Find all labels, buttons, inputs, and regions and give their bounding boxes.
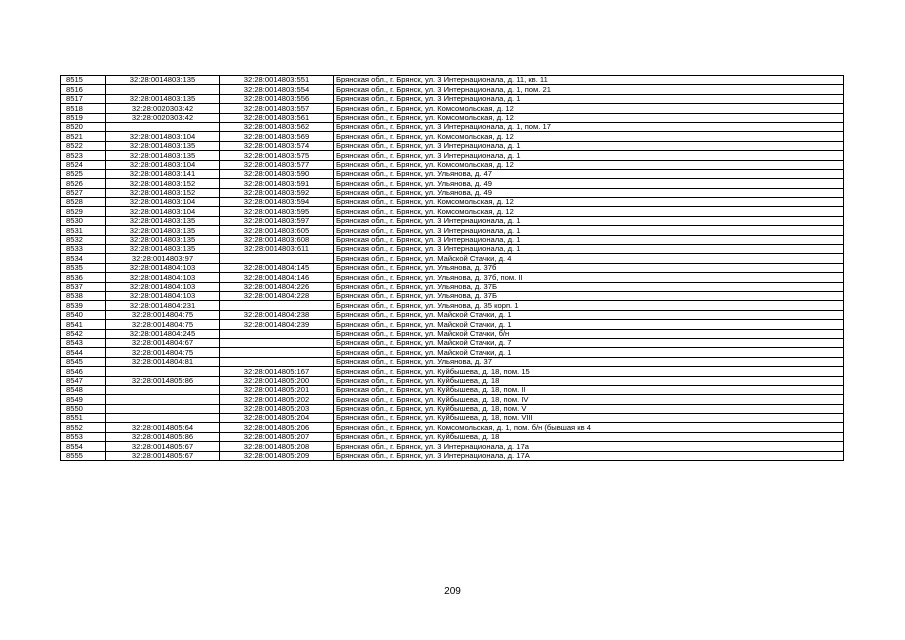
address-cell: Брянская обл., г. Брянск, ул. Куйбышева, д. 18, пом. II: [334, 385, 844, 394]
object-cadastral-cell: 32:28:0014805:200: [220, 376, 334, 385]
object-cadastral-cell: 32:28:0014805:208: [220, 442, 334, 451]
quarter-cadastral-cell: 32:28:0014803:135: [106, 235, 220, 244]
address-cell: Брянская обл., г. Брянск, ул. Комсомольская, д. 12: [334, 207, 844, 216]
table-row: [61, 348, 844, 357]
quarter-cadastral-cell: [106, 367, 220, 376]
quarter-cadastral-cell: 32:28:0014803:141: [106, 169, 220, 178]
address-cell: Брянская обл., г. Брянск, ул. 3 Интернационала, д. 17А: [334, 451, 844, 460]
address-cell: Брянская обл., г. Брянск, ул. 3 Интернационала, д. 1: [334, 245, 844, 254]
table-row: [61, 141, 844, 150]
quarter-cadastral-cell: 32:28:0014805:67: [106, 451, 220, 460]
table-row: [61, 338, 844, 347]
quarter-cadastral-cell: [106, 385, 220, 394]
table-row: [61, 385, 844, 394]
row-number-cell: 8528: [61, 198, 106, 207]
row-number-cell: 8521: [61, 132, 106, 141]
row-number-cell: 8544: [61, 348, 106, 357]
address-cell: Брянская обл., г. Брянск, ул. 3 Интернационала, д. 1, пом. 17: [334, 122, 844, 131]
address-cell: Брянская обл., г. Брянск, ул. Куйбышева, д. 18: [334, 376, 844, 385]
object-cadastral-cell: 32:28:0014804:239: [220, 320, 334, 329]
address-cell: Брянская обл., г. Брянск, ул. Ульянова, д. 37б: [334, 263, 844, 272]
quarter-cadastral-cell: [106, 122, 220, 131]
quarter-cadastral-cell: 32:28:0014803:135: [106, 76, 220, 85]
table-row: [61, 376, 844, 385]
row-number-cell: 8543: [61, 338, 106, 347]
table-row: [61, 282, 844, 291]
object-cadastral-cell: 32:28:0014804:238: [220, 310, 334, 319]
table-row: [61, 423, 844, 432]
object-cadastral-cell: 32:28:0014805:207: [220, 432, 334, 441]
table-row: [61, 179, 844, 188]
address-cell: Брянская обл., г. Брянск, ул. 3 Интернационала, д. 1: [334, 235, 844, 244]
table-row: [61, 367, 844, 376]
row-number-cell: 8549: [61, 395, 106, 404]
row-number-cell: 8527: [61, 188, 106, 197]
row-number-cell: 8539: [61, 301, 106, 310]
row-number-cell: 8531: [61, 226, 106, 235]
table-row: [61, 207, 844, 216]
object-cadastral-cell: 32:28:0014805:204: [220, 414, 334, 423]
table-row: [61, 320, 844, 329]
row-number-cell: 8542: [61, 329, 106, 338]
quarter-cadastral-cell: 32:28:0014804:75: [106, 310, 220, 319]
quarter-cadastral-cell: 32:28:0014804:103: [106, 291, 220, 300]
object-cadastral-cell: [220, 301, 334, 310]
table-row: [61, 451, 844, 460]
address-cell: Брянская обл., г. Брянск, ул. Майской Стачки, д. 1: [334, 348, 844, 357]
address-cell: Брянская обл., г. Брянск, ул. Ульянова, д. 37: [334, 357, 844, 366]
quarter-cadastral-cell: 32:28:0014803:104: [106, 132, 220, 141]
row-number-cell: 8552: [61, 423, 106, 432]
row-number-cell: 8525: [61, 169, 106, 178]
quarter-cadastral-cell: 32:28:0014805:86: [106, 432, 220, 441]
table-row: [61, 310, 844, 319]
table-row: [61, 414, 844, 423]
row-number-cell: 8530: [61, 216, 106, 225]
quarter-cadastral-cell: 32:28:0014803:152: [106, 179, 220, 188]
table-row: [61, 198, 844, 207]
table-row: [61, 113, 844, 122]
object-cadastral-cell: [220, 338, 334, 347]
address-cell: Брянская обл., г. Брянск, ул. Ульянова, д. 49: [334, 188, 844, 197]
quarter-cadastral-cell: 32:28:0014804:75: [106, 320, 220, 329]
row-number-cell: 8526: [61, 179, 106, 188]
row-number-cell: 8534: [61, 254, 106, 263]
row-number-cell: 8522: [61, 141, 106, 150]
row-number-cell: 8553: [61, 432, 106, 441]
address-cell: Брянская обл., г. Брянск, ул. Ульянова, д. 37Б: [334, 291, 844, 300]
table-row: [61, 301, 844, 310]
object-cadastral-cell: 32:28:0014805:202: [220, 395, 334, 404]
quarter-cadastral-cell: [106, 395, 220, 404]
row-number-cell: 8546: [61, 367, 106, 376]
quarter-cadastral-cell: 32:28:0014804:231: [106, 301, 220, 310]
quarter-cadastral-cell: 32:28:0014804:245: [106, 329, 220, 338]
quarter-cadastral-cell: 32:28:0014803:104: [106, 160, 220, 169]
quarter-cadastral-cell: [106, 404, 220, 413]
table-row: [61, 357, 844, 366]
address-cell: Брянская обл., г. Брянск, ул. 3 Интернационала, д. 11, кв. 11: [334, 76, 844, 85]
quarter-cadastral-cell: 32:28:0020303:42: [106, 113, 220, 122]
table-row: [61, 188, 844, 197]
object-cadastral-cell: 32:28:0014803:577: [220, 160, 334, 169]
object-cadastral-cell: 32:28:0014804:228: [220, 291, 334, 300]
row-number-cell: 8555: [61, 451, 106, 460]
registry-table: [60, 75, 844, 461]
address-cell: Брянская обл., г. Брянск, ул. Ульянова, д. 37б, пом. II: [334, 273, 844, 282]
object-cadastral-cell: 32:28:0014803:562: [220, 122, 334, 131]
quarter-cadastral-cell: 32:28:0014804:103: [106, 282, 220, 291]
quarter-cadastral-cell: 32:28:0014805:86: [106, 376, 220, 385]
object-cadastral-cell: 32:28:0014804:146: [220, 273, 334, 282]
object-cadastral-cell: [220, 357, 334, 366]
address-cell: Брянская обл., г. Брянск, ул. Майской Стачки, д. 1: [334, 320, 844, 329]
address-cell: Брянская обл., г. Брянск, ул. 3 Интернационала, д. 1: [334, 141, 844, 150]
table-row: [61, 254, 844, 263]
quarter-cadastral-cell: 32:28:0014803:152: [106, 188, 220, 197]
address-cell: Брянская обл., г. Брянск, ул. 3 Интернационала, д. 1: [334, 216, 844, 225]
table-row: [61, 104, 844, 113]
object-cadastral-cell: 32:28:0014803:561: [220, 113, 334, 122]
table-row: [61, 263, 844, 272]
row-number-cell: 8547: [61, 376, 106, 385]
row-number-cell: 8517: [61, 94, 106, 103]
address-cell: Брянская обл., г. Брянск, ул. 3 Интернационала, д. 1: [334, 94, 844, 103]
address-cell: Брянская обл., г. Брянск, ул. Комсомольская, д. 12: [334, 160, 844, 169]
quarter-cadastral-cell: 32:28:0014803:135: [106, 226, 220, 235]
object-cadastral-cell: 32:28:0014803:569: [220, 132, 334, 141]
quarter-cadastral-cell: 32:28:0014804:103: [106, 273, 220, 282]
row-number-cell: 8554: [61, 442, 106, 451]
object-cadastral-cell: [220, 254, 334, 263]
table-row: [61, 432, 844, 441]
object-cadastral-cell: 32:28:0014805:203: [220, 404, 334, 413]
address-cell: Брянская обл., г. Брянск, ул. Куйбышева, д. 18: [334, 432, 844, 441]
quarter-cadastral-cell: 32:28:0014804:75: [106, 348, 220, 357]
row-number-cell: 8518: [61, 104, 106, 113]
address-cell: Брянская обл., г. Брянск, ул. 3 Интернационала, д. 1: [334, 226, 844, 235]
address-cell: Брянская обл., г. Брянск, ул. Куйбышева, д. 18, пом. VIII: [334, 414, 844, 423]
row-number-cell: 8540: [61, 310, 106, 319]
row-number-cell: 8523: [61, 151, 106, 160]
object-cadastral-cell: 32:28:0014803:605: [220, 226, 334, 235]
row-number-cell: 8535: [61, 263, 106, 272]
quarter-cadastral-cell: 32:28:0014803:135: [106, 151, 220, 160]
table-row: [61, 291, 844, 300]
object-cadastral-cell: 32:28:0014803:592: [220, 188, 334, 197]
row-number-cell: 8520: [61, 122, 106, 131]
table-row: [61, 226, 844, 235]
row-number-cell: 8516: [61, 85, 106, 94]
table-row: [61, 94, 844, 103]
table-row: [61, 132, 844, 141]
object-cadastral-cell: 32:28:0014804:226: [220, 282, 334, 291]
quarter-cadastral-cell: 32:28:0014803:135: [106, 141, 220, 150]
object-cadastral-cell: 32:28:0014803:551: [220, 76, 334, 85]
address-cell: Брянская обл., г. Брянск, ул. Ульянова, д. 37Б: [334, 282, 844, 291]
quarter-cadastral-cell: 32:28:0014803:135: [106, 94, 220, 103]
object-cadastral-cell: 32:28:0014803:595: [220, 207, 334, 216]
object-cadastral-cell: 32:28:0014803:557: [220, 104, 334, 113]
table-row: [61, 160, 844, 169]
table-row: [61, 395, 844, 404]
row-number-cell: 8541: [61, 320, 106, 329]
row-number-cell: 8533: [61, 245, 106, 254]
quarter-cadastral-cell: 32:28:0014805:64: [106, 423, 220, 432]
table-row: [61, 216, 844, 225]
object-cadastral-cell: 32:28:0014805:206: [220, 423, 334, 432]
quarter-cadastral-cell: 32:28:0014804:67: [106, 338, 220, 347]
quarter-cadastral-cell: 32:28:0014804:81: [106, 357, 220, 366]
row-number-cell: 8529: [61, 207, 106, 216]
row-number-cell: 8538: [61, 291, 106, 300]
object-cadastral-cell: 32:28:0014803:575: [220, 151, 334, 160]
object-cadastral-cell: 32:28:0014803:574: [220, 141, 334, 150]
object-cadastral-cell: 32:28:0014803:590: [220, 169, 334, 178]
table-row: [61, 76, 844, 85]
object-cadastral-cell: 32:28:0014803:611: [220, 245, 334, 254]
quarter-cadastral-cell: 32:28:0014803:135: [106, 245, 220, 254]
address-cell: Брянская обл., г. Брянск, ул. 3 Интернационала, д. 17а: [334, 442, 844, 451]
address-cell: Брянская обл., г. Брянск, ул. Куйбышева, д. 18, пом. 15: [334, 367, 844, 376]
object-cadastral-cell: 32:28:0014804:145: [220, 263, 334, 272]
row-number-cell: 8536: [61, 273, 106, 282]
registry-table-body: [61, 76, 844, 461]
object-cadastral-cell: 32:28:0014805:201: [220, 385, 334, 394]
address-cell: Брянская обл., г. Брянск, ул. Комсомольская, д. 12: [334, 198, 844, 207]
address-cell: Брянская обл., г. Брянск, ул. Майской Стачки, д. 4: [334, 254, 844, 263]
address-cell: Брянская обл., г. Брянск, ул. Комсомольская, д. 12: [334, 113, 844, 122]
quarter-cadastral-cell: 32:28:0014803:135: [106, 216, 220, 225]
table-row: [61, 273, 844, 282]
quarter-cadastral-cell: [106, 414, 220, 423]
object-cadastral-cell: 32:28:0014805:209: [220, 451, 334, 460]
quarter-cadastral-cell: 32:28:0014804:103: [106, 263, 220, 272]
object-cadastral-cell: [220, 329, 334, 338]
address-cell: Брянская обл., г. Брянск, ул. Куйбышева, д. 18, пом. IV: [334, 395, 844, 404]
address-cell: Брянская обл., г. Брянск, ул. Майской Стачки, д. 1: [334, 310, 844, 319]
object-cadastral-cell: 32:28:0014803:597: [220, 216, 334, 225]
address-cell: Брянская обл., г. Брянск, ул. Ульянова, д. 47: [334, 169, 844, 178]
quarter-cadastral-cell: 32:28:0014803:104: [106, 207, 220, 216]
row-number-cell: 8519: [61, 113, 106, 122]
table-row: [61, 442, 844, 451]
address-cell: Брянская обл., г. Брянск, ул. Комсомольская, д. 1, пом. б/н (бывшая кв 4: [334, 423, 844, 432]
row-number-cell: 8532: [61, 235, 106, 244]
object-cadastral-cell: 32:28:0014805:167: [220, 367, 334, 376]
table-row: [61, 151, 844, 160]
table-row: [61, 122, 844, 131]
address-cell: Брянская обл., г. Брянск, ул. 3 Интернационала, д. 1, пом. 21: [334, 85, 844, 94]
page-number: 209: [444, 586, 461, 597]
quarter-cadastral-cell: 32:28:0014803:97: [106, 254, 220, 263]
object-cadastral-cell: 32:28:0014803:608: [220, 235, 334, 244]
quarter-cadastral-cell: 32:28:0014805:67: [106, 442, 220, 451]
table-row: [61, 235, 844, 244]
quarter-cadastral-cell: [106, 85, 220, 94]
address-cell: Брянская обл., г. Брянск, ул. Майской Стачки, б/н: [334, 329, 844, 338]
object-cadastral-cell: 32:28:0014803:594: [220, 198, 334, 207]
row-number-cell: 8537: [61, 282, 106, 291]
quarter-cadastral-cell: 32:28:0014803:104: [106, 198, 220, 207]
object-cadastral-cell: 32:28:0014803:556: [220, 94, 334, 103]
address-cell: Брянская обл., г. Брянск, ул. Куйбышева, д. 18, пом. V: [334, 404, 844, 413]
address-cell: Брянская обл., г. Брянск, ул. Комсомольская, д. 12: [334, 104, 844, 113]
row-number-cell: 8550: [61, 404, 106, 413]
table-row: [61, 169, 844, 178]
table-row: [61, 245, 844, 254]
object-cadastral-cell: 32:28:0014803:591: [220, 179, 334, 188]
address-cell: Брянская обл., г. Брянск, ул. Ульянова, д. 35 корп. 1: [334, 301, 844, 310]
row-number-cell: 8551: [61, 414, 106, 423]
object-cadastral-cell: [220, 348, 334, 357]
object-cadastral-cell: 32:28:0014803:554: [220, 85, 334, 94]
address-cell: Брянская обл., г. Брянск, ул. Майской Стачки, д. 7: [334, 338, 844, 347]
row-number-cell: 8545: [61, 357, 106, 366]
row-number-cell: 8524: [61, 160, 106, 169]
address-cell: Брянская обл., г. Брянск, ул. Ульянова, д. 49: [334, 179, 844, 188]
address-cell: Брянская обл., г. Брянск, ул. Комсомольская, д. 12: [334, 132, 844, 141]
address-cell: Брянская обл., г. Брянск, ул. 3 Интернационала, д. 1: [334, 151, 844, 160]
row-number-cell: 8515: [61, 76, 106, 85]
quarter-cadastral-cell: 32:28:0020303:42: [106, 104, 220, 113]
table-row: [61, 404, 844, 413]
row-number-cell: 8548: [61, 385, 106, 394]
table-row: [61, 329, 844, 338]
table-row: [61, 85, 844, 94]
